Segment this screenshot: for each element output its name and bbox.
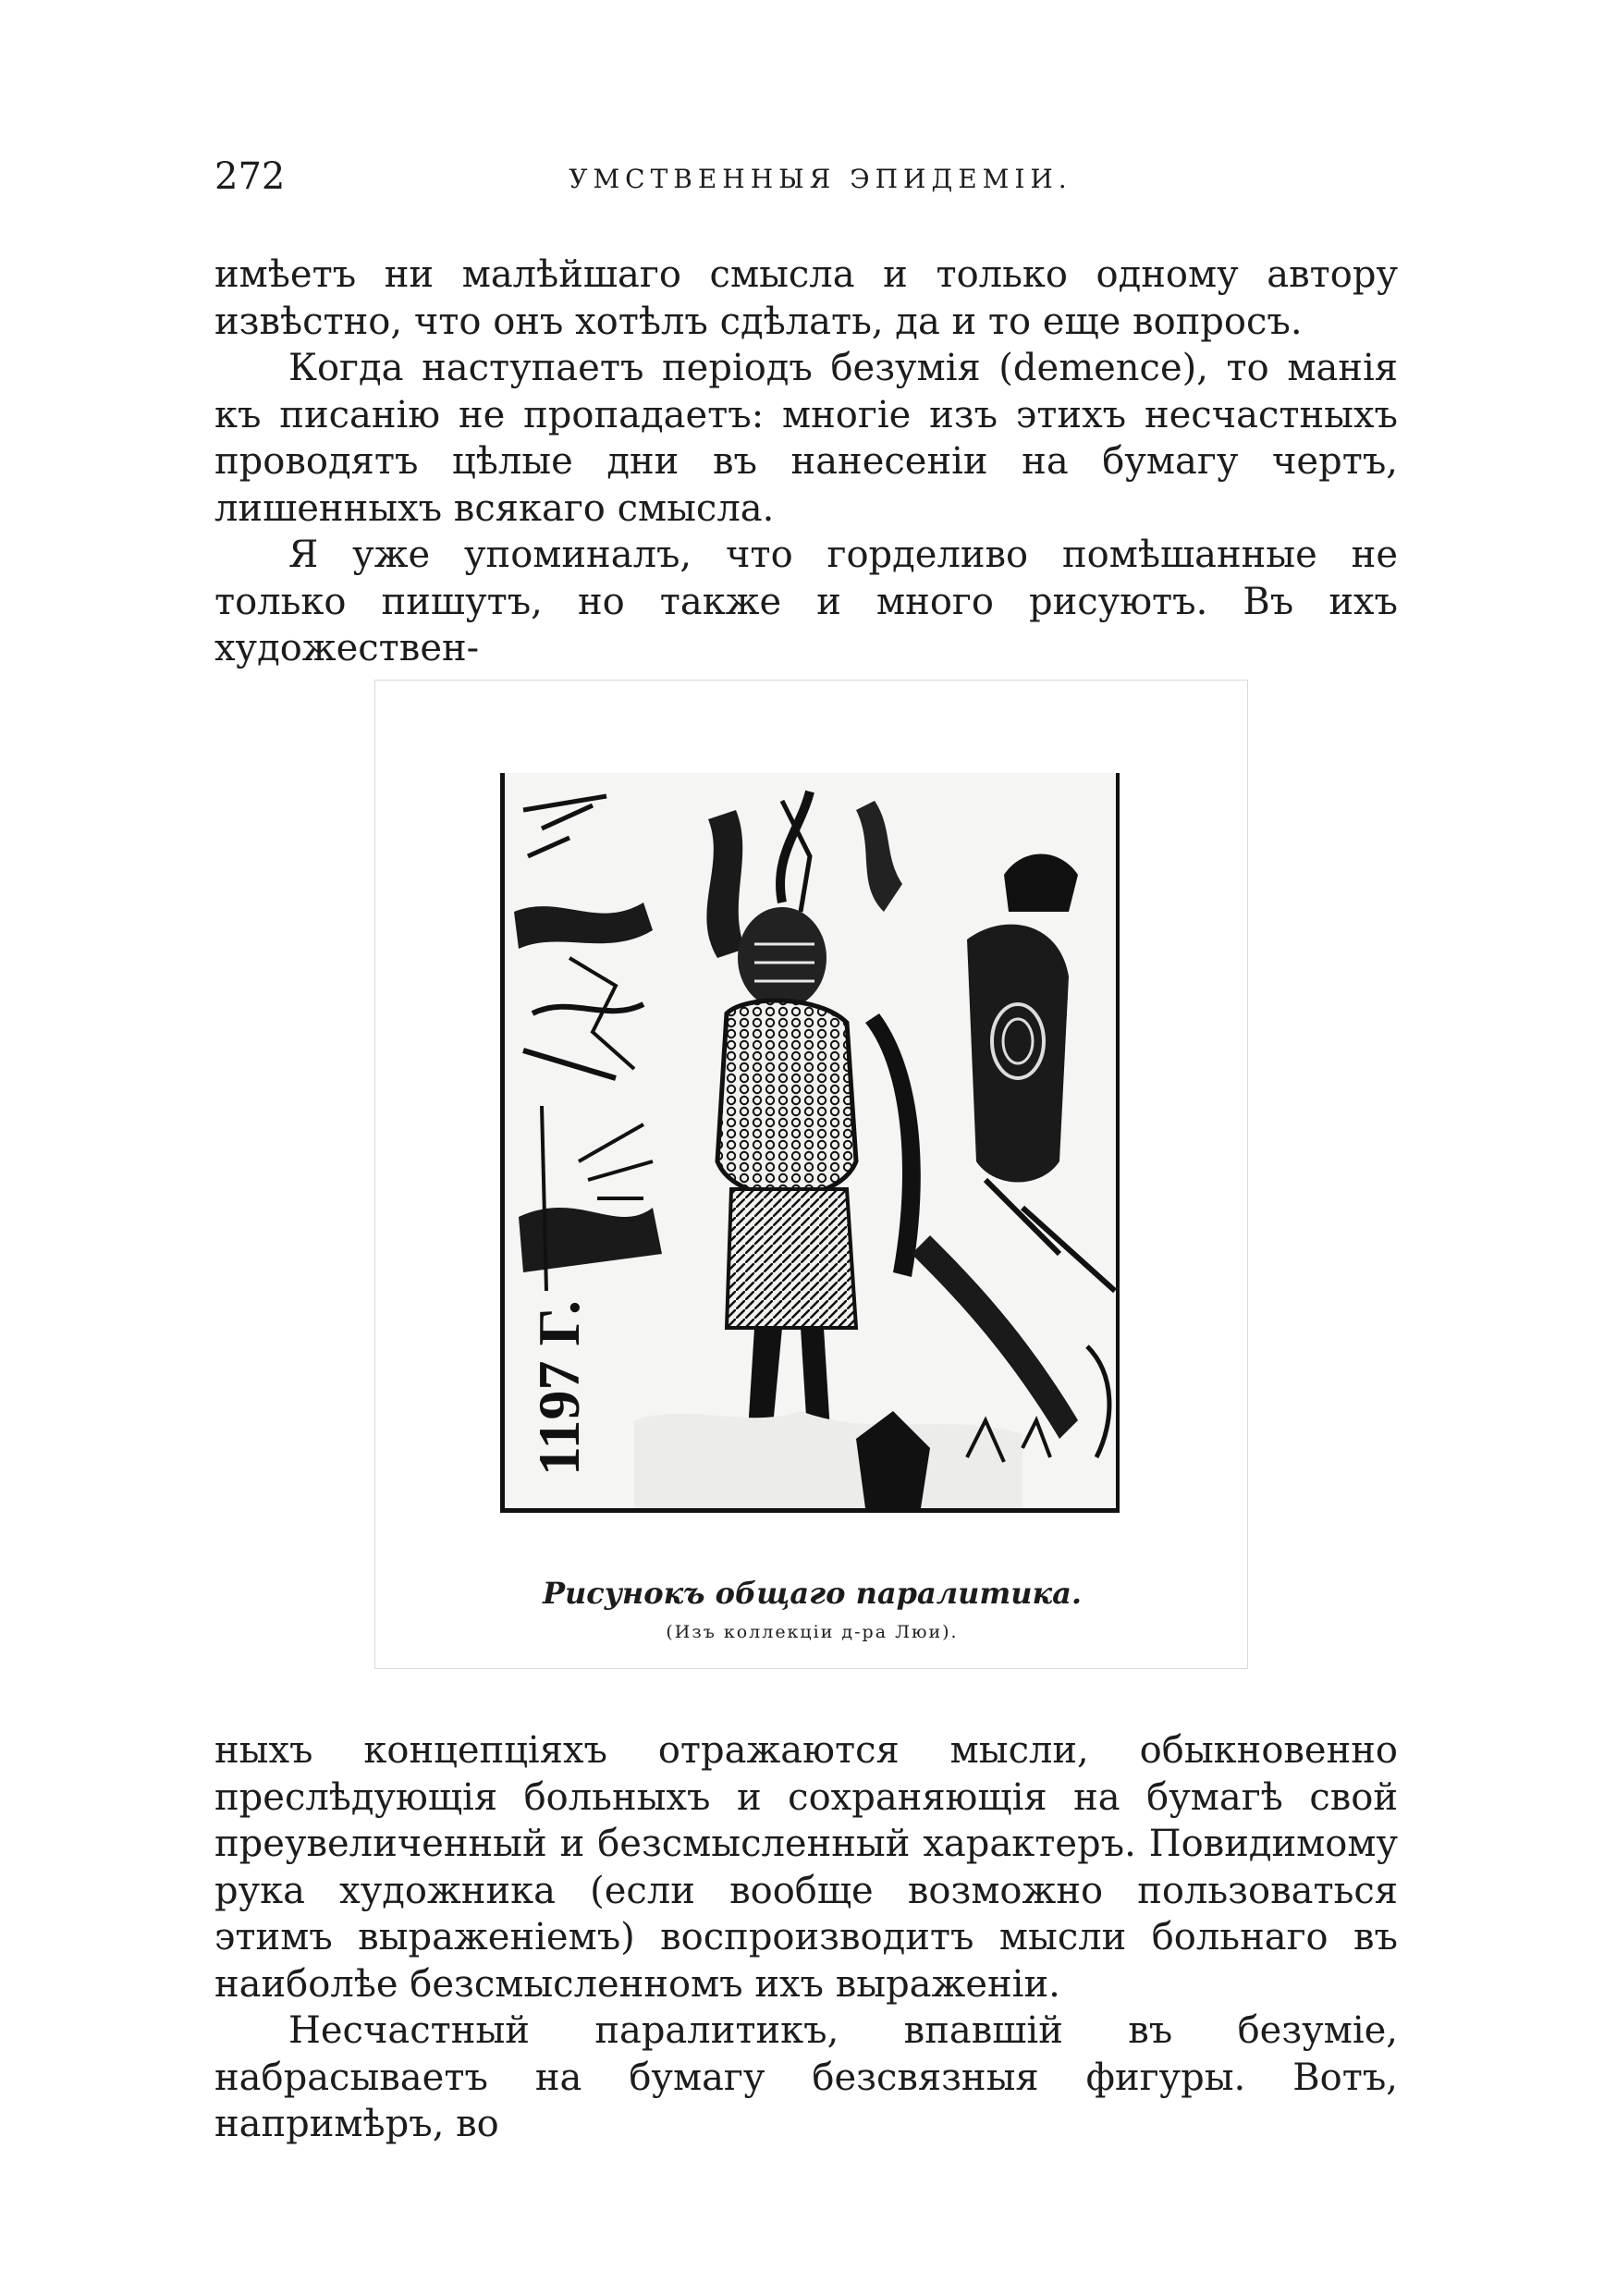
paragraph: Несчастный паралитикъ, впавшій въ безуміе, набрасываетъ на бумагу безсвязныя фигуры. Вотъ, напримѣръ, во [214,2009,1398,2145]
body-text-bottom [214,1727,1398,2148]
knight-drawing-illustration [505,773,1116,1508]
figure [374,680,1248,1669]
running-head: УМСТВЕННЫЯ ЭПИДЕМIИ. [569,164,1072,194]
paragraph: Я уже упоминалъ, что горделиво помѣшанные не только пишутъ, но также и много рисуютъ. Въ ихъ художествен- [214,534,1398,669]
paragraph: ныхъ концепціяхъ отражаются мысли, обыкновенно преслѣдующія больныхъ и сохраняющія на бумагѣ свой преувеличенный и безсмысленный характеръ. Повидимому рука художника (если вообще возможно пользоваться этимъ выраженіемъ) воспроизводитъ мысли больнаго въ наиболѣе безсмысленномъ ихъ выраженіи. [214,1729,1398,2006]
paragraph: имѣетъ ни малѣйшаго смысла и только одному автору извѣстно, что онъ хотѣлъ сдѣлать, да и то еще вопросъ. [214,253,1398,343]
drawing-inscription: 1197 Г. [526,1300,592,1476]
paragraph: Когда наступаетъ періодъ безумія (demence), то манія къ писанію не пропадаетъ: многіе изъ этихъ несчастныхъ проводятъ цѣлые дни въ нанесеніи на бумагу чертъ, лишенныхъ всякаго смысла. [214,347,1398,530]
figure-caption: Рисунокъ общаго паралитика. [542,1576,1083,1611]
figure-drawing [500,773,1120,1513]
page-number: 272 [214,155,286,198]
body-text-top [214,252,1398,672]
figure-caption-source: (Изъ коллекціи д-ра Люи). [666,1622,959,1642]
